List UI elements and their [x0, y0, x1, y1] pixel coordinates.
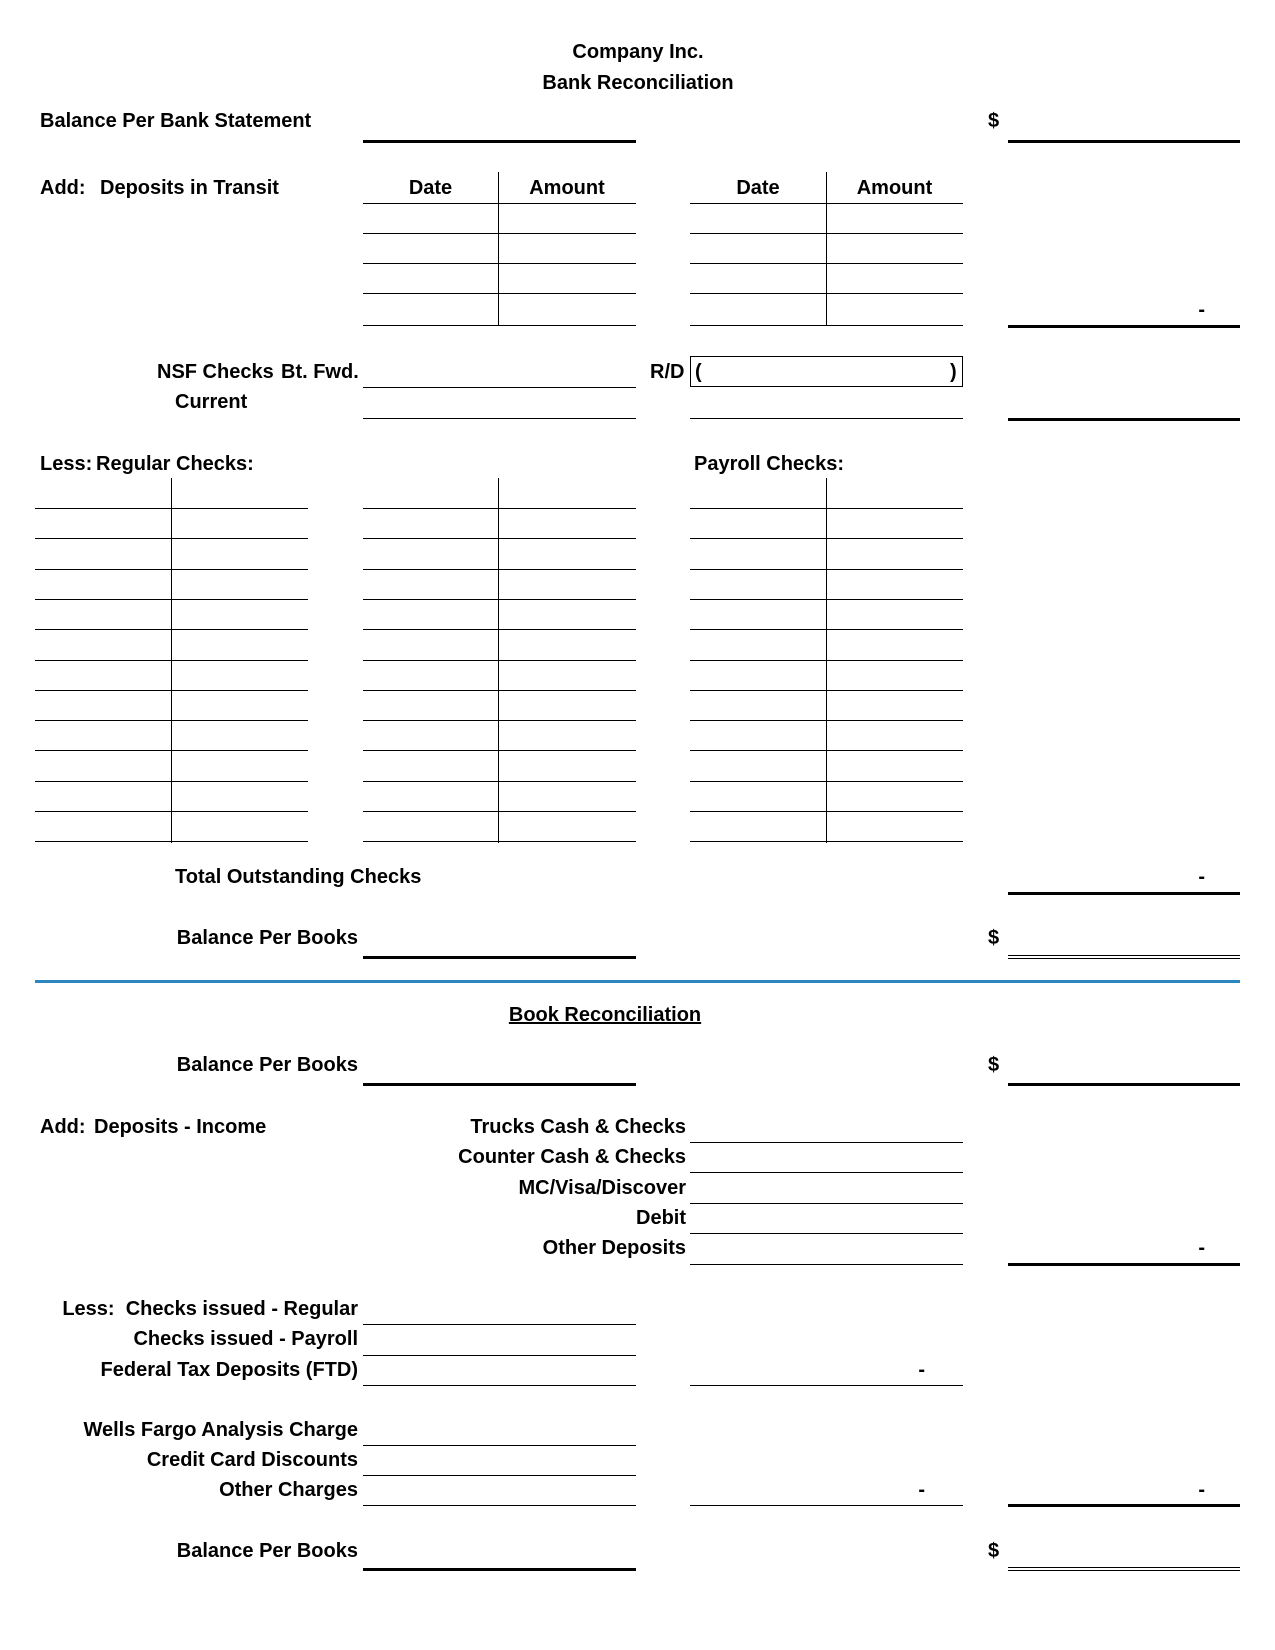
checks-payroll-line[interactable] [363, 1355, 636, 1356]
rd-input-box[interactable] [690, 356, 963, 387]
income-item-label: Other Deposits [542, 1237, 686, 1259]
check-row-line[interactable] [35, 660, 308, 661]
dollar-sign: $ [988, 1540, 1000, 1562]
book-balance-per-books-label: Balance Per Books [176, 1054, 358, 1076]
deposits-total-line [1008, 325, 1240, 328]
check-row-line[interactable] [363, 508, 636, 509]
checks-regular-label [40, 1297, 358, 1321]
check-row-line[interactable] [690, 690, 963, 691]
check-row-line[interactable] [35, 781, 308, 782]
regular-checks-label: Regular Checks: [96, 453, 254, 475]
check-row-line[interactable] [363, 720, 636, 721]
charges-subtotal-line [690, 1505, 963, 1506]
check-row-line[interactable] [363, 629, 636, 630]
deposit-row-line [363, 203, 636, 204]
checks-payroll-label: Checks issued - Payroll [133, 1328, 358, 1350]
paren-close: ) [950, 361, 957, 383]
check-row-line[interactable] [690, 660, 963, 661]
deposit-row-line[interactable] [690, 293, 963, 294]
check-row-line[interactable] [363, 750, 636, 751]
less-label: Less: [40, 453, 93, 475]
nsf-total-line [1008, 418, 1240, 421]
amount-header: Amount [529, 177, 605, 199]
book-balance-amount-line[interactable] [1008, 1083, 1240, 1086]
check-row-line[interactable] [35, 750, 308, 751]
balance-per-books-amount-line[interactable] [1008, 955, 1240, 959]
check-row-line[interactable] [35, 690, 308, 691]
ftd-line[interactable] [363, 1385, 636, 1386]
balance-per-books-label: Balance Per Books [176, 927, 358, 949]
check-row-line[interactable] [690, 538, 963, 539]
section-divider [35, 980, 1240, 983]
deposit-row-line[interactable] [690, 263, 963, 264]
income-item-line[interactable] [690, 1142, 963, 1143]
check-row-line[interactable] [35, 720, 308, 721]
final-balance-amount-line[interactable] [1008, 1567, 1240, 1571]
final-balance-label: Balance Per Books [176, 1540, 358, 1562]
check-row-line[interactable] [35, 569, 308, 570]
check-row-line[interactable] [35, 811, 308, 812]
check-row-line[interactable] [690, 569, 963, 570]
other-charges-label: Other Charges [219, 1479, 358, 1501]
check-row-line[interactable] [35, 841, 308, 842]
total-outstanding-value: - [1198, 866, 1205, 888]
payroll-checks-label: Payroll Checks: [694, 453, 845, 475]
ftd-subtotal: - [918, 1359, 925, 1381]
check-row-line[interactable] [363, 660, 636, 661]
deposit-row-line[interactable] [690, 325, 963, 326]
column-divider [826, 172, 827, 325]
income-item-line[interactable] [690, 1203, 963, 1204]
check-row-line[interactable] [690, 750, 963, 751]
check-row-line[interactable] [363, 599, 636, 600]
check-row-line[interactable] [363, 811, 636, 812]
balance-per-books-line[interactable] [363, 956, 636, 959]
deposits-income-label: Deposits - Income [94, 1116, 267, 1138]
date-header: Date [736, 177, 780, 199]
nsf-checks-label: NSF Checks [157, 361, 274, 383]
check-row-line[interactable] [690, 811, 963, 812]
total-outstanding-line [1008, 892, 1240, 895]
check-row-line[interactable] [363, 781, 636, 782]
bt-fwd-label: Bt. Fwd. [281, 361, 359, 383]
deposits-income-total: - [1198, 1237, 1205, 1259]
income-item-line[interactable] [690, 1172, 963, 1173]
check-row-line[interactable] [35, 508, 308, 509]
income-item-label: Trucks Cash & Checks [470, 1116, 686, 1138]
book-balance-per-books-line[interactable] [363, 1083, 636, 1086]
balance-per-bank-label: Balance Per Bank Statement [40, 110, 312, 132]
deposit-row-line[interactable] [363, 263, 636, 264]
check-row-line[interactable] [690, 841, 963, 842]
paren-open: ( [695, 361, 702, 383]
book-add-label: Add: [40, 1116, 86, 1138]
rd-current-line[interactable] [690, 418, 963, 419]
column-divider [498, 172, 499, 325]
nsf-current-line[interactable] [363, 418, 636, 419]
deposits-in-transit-label: Deposits in Transit [100, 177, 279, 199]
check-row-line[interactable] [690, 508, 963, 509]
income-item-label: Debit [636, 1207, 686, 1229]
add-label: Add: [40, 177, 86, 199]
page-title: Bank Reconciliation [542, 72, 734, 94]
deposit-row-line[interactable] [363, 233, 636, 234]
deposits-income-total-line [1008, 1263, 1240, 1266]
check-row-line[interactable] [690, 720, 963, 721]
check-row-line[interactable] [35, 599, 308, 600]
balance-per-bank-line[interactable] [363, 140, 636, 143]
less-total-line [1008, 1504, 1240, 1507]
total-outstanding-label: Total Outstanding Checks [175, 866, 422, 888]
check-row-line[interactable] [690, 781, 963, 782]
charges-subtotal: - [918, 1479, 925, 1501]
check-row-line[interactable] [363, 690, 636, 691]
current-label: Current [175, 391, 248, 413]
check-row-line[interactable] [35, 629, 308, 630]
rd-label: R/D [650, 361, 685, 383]
credit-card-label: Credit Card Discounts [146, 1449, 358, 1471]
checks-regular-text: Checks issued - Regular [125, 1298, 358, 1320]
ftd-subtotal-line [690, 1385, 963, 1386]
income-item-line[interactable] [690, 1264, 963, 1265]
deposits-total-value: - [1198, 299, 1205, 321]
dollar-sign: $ [988, 1054, 1000, 1076]
dollar-sign: $ [988, 927, 1000, 949]
check-row-line[interactable] [35, 538, 308, 539]
checks-regular-line[interactable] [363, 1324, 636, 1325]
company-name: Company Inc. [572, 41, 704, 63]
wells-fargo-label: Wells Fargo Analysis Charge [83, 1419, 358, 1441]
check-row-line[interactable] [363, 538, 636, 539]
final-balance-line[interactable] [363, 1568, 636, 1571]
deposit-row-line[interactable] [363, 293, 636, 294]
check-row-line[interactable] [690, 599, 963, 600]
check-row-line[interactable] [363, 569, 636, 570]
check-row-line[interactable] [363, 841, 636, 842]
less-label: Less: [62, 1298, 115, 1320]
wells-fargo-line[interactable] [363, 1445, 636, 1446]
deposit-row-line [690, 203, 963, 204]
deposit-row-line[interactable] [363, 325, 636, 326]
income-item-label: MC/Visa/Discover [518, 1177, 686, 1199]
other-charges-line[interactable] [363, 1505, 636, 1506]
nsf-bt-fwd-line[interactable] [363, 387, 636, 388]
income-item-label: Counter Cash & Checks [458, 1146, 686, 1168]
check-row-line[interactable] [690, 629, 963, 630]
balance-per-bank-amount-line[interactable] [1008, 140, 1240, 143]
credit-card-line[interactable] [363, 1475, 636, 1476]
income-item-line[interactable] [690, 1233, 963, 1234]
date-header: Date [408, 177, 453, 199]
dollar-sign: $ [988, 110, 1000, 132]
deposit-row-line[interactable] [690, 233, 963, 234]
book-reconciliation-title: Book Reconciliation [508, 1004, 702, 1026]
less-total: - [1198, 1479, 1205, 1501]
amount-header: Amount [856, 177, 933, 199]
ftd-label: Federal Tax Deposits (FTD) [100, 1359, 358, 1381]
